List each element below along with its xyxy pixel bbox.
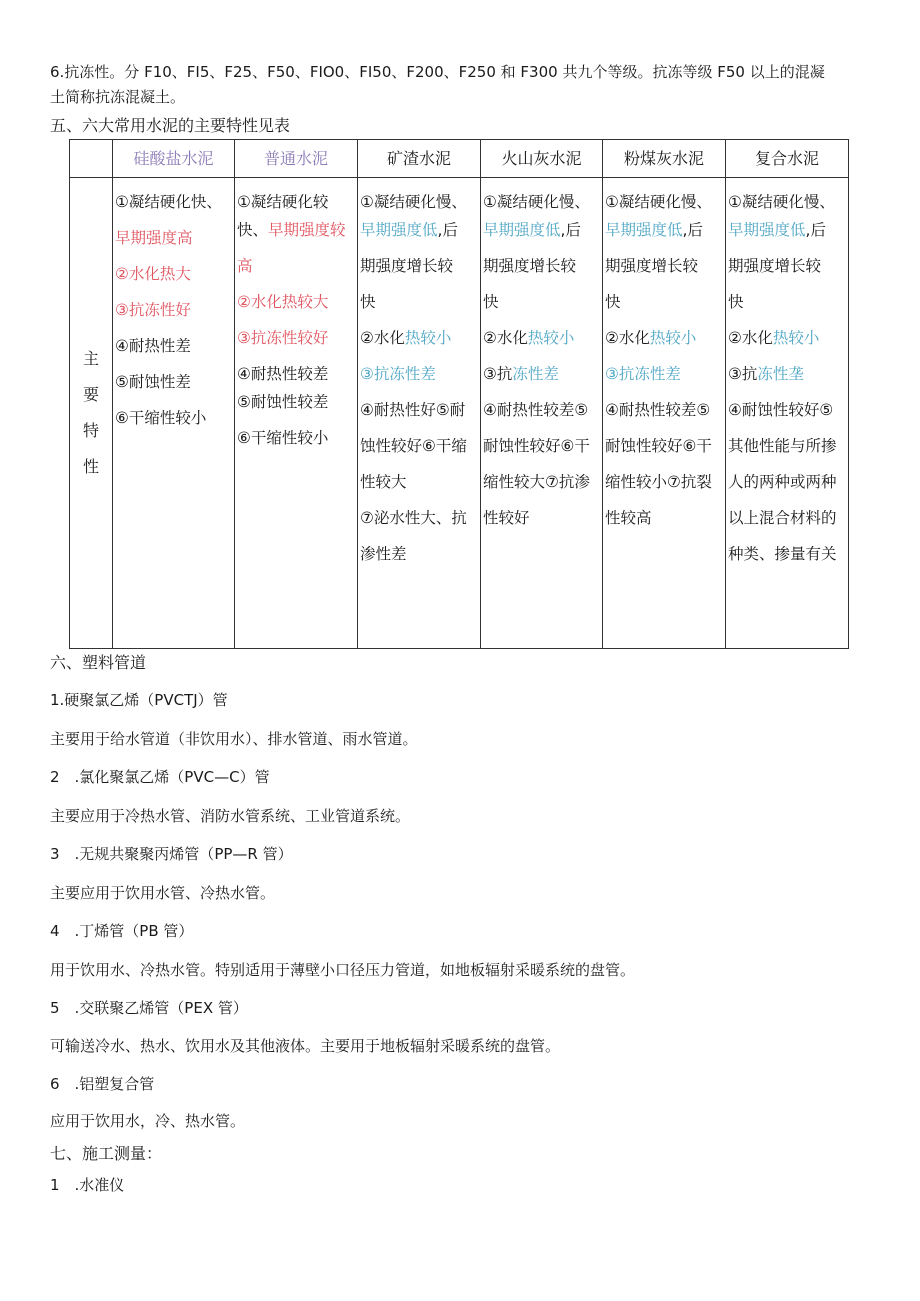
- row-label-char: 主: [82, 349, 99, 368]
- characteristic-line: [728, 472, 848, 492]
- characteristic-line: [360, 256, 480, 276]
- characteristic-line: [237, 428, 357, 448]
- table-body-row: [70, 178, 849, 649]
- characteristic-line: [360, 472, 480, 492]
- characteristic-line: [728, 220, 848, 240]
- characteristic-text: ①凝结硬化慢、: [483, 193, 590, 211]
- characteristic-text: ④耐热性差: [115, 337, 191, 355]
- characteristic-text: 期强度增长较: [605, 257, 699, 275]
- characteristic-line: [360, 220, 480, 240]
- characteristics-cell: [358, 178, 481, 649]
- pipe-item-desc: 主要应用于冷热水管、消防水管系统、工业管道系统。: [50, 807, 411, 825]
- characteristic-text: 以上混合材料的: [728, 509, 837, 527]
- characteristic-line: [728, 400, 848, 420]
- characteristic-text: ③抗冻性差: [360, 365, 436, 383]
- row-label-cell: [70, 178, 113, 649]
- characteristic-text: 缩性较小⑦抗裂: [605, 473, 712, 491]
- characteristic-line: [483, 436, 602, 456]
- characteristic-text: ,后: [682, 221, 703, 239]
- characteristic-line: [483, 472, 602, 492]
- characteristic-text: 快: [605, 293, 621, 311]
- header-cell: [113, 140, 235, 178]
- characteristic-text: ⑤耐蚀性较差: [237, 393, 329, 411]
- characteristic-text: ②水化: [483, 329, 528, 347]
- characteristic-line: [360, 364, 480, 384]
- characteristic-text: 快、: [237, 221, 269, 239]
- characteristic-text: ①凝结硬化慢、: [728, 193, 835, 211]
- characteristics-cell: [603, 178, 726, 649]
- characteristic-line: [728, 292, 848, 312]
- characteristic-line: [728, 364, 848, 384]
- characteristic-line: [115, 228, 234, 248]
- characteristic-line: [237, 256, 357, 276]
- characteristic-text: ,后: [437, 221, 458, 239]
- characteristic-line: [115, 264, 234, 284]
- characteristic-line: [728, 436, 848, 456]
- characteristic-text: 性较高: [605, 509, 652, 527]
- header-label: 火山灰水泥: [501, 149, 582, 168]
- characteristic-text: 冻性垄: [757, 365, 804, 383]
- characteristic-text: 快: [728, 293, 744, 311]
- characteristic-line: [115, 408, 234, 428]
- characteristic-line: [115, 300, 234, 320]
- characteristic-text: 期强度增长较: [728, 257, 822, 275]
- characteristic-text: 高: [237, 257, 253, 275]
- characteristic-line: [483, 400, 602, 420]
- characteristic-line: [360, 508, 480, 528]
- characteristic-text: ①凝结硬化较: [237, 193, 329, 211]
- characteristic-line: [728, 544, 848, 564]
- characteristic-text: 冻性差: [512, 365, 559, 383]
- row-label-char: 性: [82, 457, 99, 476]
- row-label-char: 特: [82, 421, 99, 440]
- characteristic-line: [605, 220, 725, 240]
- header-label: 复合水泥: [754, 149, 819, 168]
- header-label: 硅酸盐水泥: [133, 149, 214, 168]
- characteristic-text: ①凝结硬化快、: [115, 193, 222, 211]
- characteristic-line: [728, 192, 848, 212]
- characteristic-text: 早期强度低: [728, 221, 806, 239]
- characteristic-text: 早期强度较: [268, 221, 346, 239]
- characteristic-text: ⑥干缩性较小: [115, 409, 207, 427]
- characteristics-cell: [235, 178, 358, 649]
- characteristic-line: [483, 292, 602, 312]
- characteristic-text: 早期强度高: [115, 229, 193, 247]
- characteristic-text: 其他性能与所掺: [728, 437, 837, 455]
- characteristic-line: [605, 400, 725, 420]
- characteristic-text: ④耐热性较差⑤: [483, 401, 589, 419]
- row-label-char: 要: [82, 385, 99, 404]
- characteristic-text: ②水化热大: [115, 265, 191, 283]
- characteristic-line: [360, 292, 480, 312]
- pipe-item-heading: 1.硬聚氯乙烯（PVCTJ）管: [50, 691, 228, 709]
- characteristic-text: 热较小: [404, 329, 452, 347]
- characteristic-text: ⑤耐蚀性差: [115, 373, 191, 391]
- characteristics-cell: [726, 178, 849, 649]
- characteristic-line: [605, 508, 725, 528]
- characteristic-line: [483, 508, 602, 528]
- characteristic-line: [483, 364, 602, 384]
- characteristic-text: ,后: [805, 221, 826, 239]
- characteristic-text: ④耐蚀性较好⑤: [728, 401, 834, 419]
- characteristic-text: 耐蚀性较好⑥干: [483, 437, 590, 455]
- characteristic-line: [360, 436, 480, 456]
- characteristic-text: 早期强度低: [360, 221, 438, 239]
- section-5-title: 五、六大常用水泥的主要特性见表: [50, 116, 291, 135]
- characteristic-line: [605, 328, 725, 348]
- characteristic-text: ④耐热性较差⑤: [605, 401, 711, 419]
- characteristic-line: [483, 220, 602, 240]
- header-label: 普通水泥: [263, 149, 328, 168]
- characteristic-text: 性较好: [483, 509, 530, 527]
- pipe-item-heading: 2 .氯化聚氯乙烯（PVC—C）管: [50, 768, 270, 786]
- characteristic-text: 缩性较大⑦抗渗: [483, 473, 590, 491]
- characteristic-text: 渗性差: [360, 545, 407, 563]
- characteristic-line: [605, 292, 725, 312]
- characteristic-text: 性较大: [360, 473, 407, 491]
- characteristic-line: [360, 544, 480, 564]
- intro-line-1: 6.抗冻性。分 F10、FI5、F25、F50、FIO0、FI50、F200、F250 和 F300 共九个等级。抗冻等级 F50 以上的混凝: [50, 63, 825, 81]
- pipe-item-desc: 主要用于给水管道（非饮用水）、排水管道、雨水管道。: [50, 730, 418, 748]
- characteristic-text: ③抗冻性较好: [237, 329, 329, 347]
- header-corner-cell: [70, 140, 113, 178]
- header-cell: [726, 140, 849, 178]
- characteristic-text: ①凝结硬化慢、: [360, 193, 467, 211]
- characteristic-line: [605, 364, 725, 384]
- characteristic-line: [115, 372, 234, 392]
- characteristic-text: ③抗: [483, 365, 513, 383]
- characteristic-text: ⑥干缩性较小: [237, 429, 329, 447]
- header-cell: [235, 140, 358, 178]
- pipe-item-desc: 主要应用于饮用水管、冷热水管。: [50, 884, 276, 902]
- characteristic-text: 快: [360, 293, 376, 311]
- characteristic-text: 热较小: [772, 329, 820, 347]
- pipe-item-heading: 6 .铝塑复合管: [50, 1075, 155, 1093]
- characteristic-line: [728, 508, 848, 528]
- characteristic-line: [483, 328, 602, 348]
- characteristic-text: ,后: [560, 221, 581, 239]
- pipe-item-heading: 3 .无规共聚聚丙烯管（PP—R 管）: [50, 845, 293, 863]
- characteristic-text: 早期强度低: [605, 221, 683, 239]
- characteristic-text: ②水化: [360, 329, 405, 347]
- characteristic-line: [237, 292, 357, 312]
- characteristic-text: ③抗冻性好: [115, 301, 191, 319]
- header-cell: [603, 140, 726, 178]
- characteristic-line: [237, 192, 357, 212]
- characteristic-text: 早期强度低: [483, 221, 561, 239]
- survey-item-heading: 1 .水准仪: [50, 1176, 125, 1194]
- cement-characteristics-table: [69, 139, 849, 649]
- intro-line-2: 土简称抗冻混凝土。: [50, 88, 186, 106]
- characteristic-line: [728, 328, 848, 348]
- pipe-item-heading: 4 .丁烯管（PB 管）: [50, 922, 194, 940]
- table-header-row: [70, 140, 849, 178]
- characteristic-line: [360, 192, 480, 212]
- characteristic-line: [483, 192, 602, 212]
- characteristic-text: ①凝结硬化慢、: [605, 193, 712, 211]
- characteristics-cell: [113, 178, 235, 649]
- characteristic-line: [237, 392, 357, 412]
- characteristic-text: 种类、掺量有关: [728, 545, 837, 563]
- characteristic-line: [115, 336, 234, 356]
- characteristic-line: [605, 192, 725, 212]
- section-6-title: 六、塑料管道: [50, 653, 147, 672]
- characteristics-cell: [481, 178, 603, 649]
- pipe-item-desc: 可输送冷水、热水、饮用水及其他液体。主要用于地板辐射采暖系统的盘管。: [50, 1037, 561, 1055]
- header-cell: [358, 140, 481, 178]
- characteristic-text: ⑦泌水性大、抗: [360, 509, 467, 527]
- characteristic-text: ②水化: [728, 329, 773, 347]
- characteristic-text: ④耐热性好⑤耐: [360, 401, 466, 419]
- pipe-item-desc: 用于饮用水、冷热水管。特别适用于薄壁小口径压力管道，如地板辐射采暖系统的盘管。: [50, 961, 636, 979]
- characteristic-text: 期强度增长较: [360, 257, 454, 275]
- characteristic-line: [360, 400, 480, 420]
- characteristic-line: [237, 328, 357, 348]
- characteristic-line: [605, 472, 725, 492]
- characteristic-text: ③抗: [728, 365, 758, 383]
- characteristic-line: [360, 328, 480, 348]
- characteristic-line: [728, 256, 848, 276]
- characteristic-text: ④耐热性较差: [237, 365, 329, 383]
- characteristic-line: [483, 256, 602, 276]
- characteristic-line: [115, 192, 234, 212]
- characteristic-text: 热较小: [649, 329, 697, 347]
- characteristic-text: ②水化热较大: [237, 293, 329, 311]
- section-7-title: 七、施工测量：: [50, 1144, 163, 1163]
- characteristic-text: ③抗冻性差: [605, 365, 681, 383]
- pipe-item-desc: 应用于饮用水，冷、热水管。: [50, 1112, 246, 1130]
- characteristic-line: [605, 436, 725, 456]
- characteristic-text: 人的两种或两种: [728, 473, 837, 491]
- pipe-item-heading: 5 .交联聚乙烯管（PEX 管）: [50, 999, 248, 1017]
- characteristic-text: 期强度增长较: [483, 257, 577, 275]
- characteristic-text: 蚀性较好⑥干缩: [360, 437, 467, 455]
- characteristic-text: ②水化: [605, 329, 650, 347]
- header-label: 矿渣水泥: [386, 149, 451, 168]
- characteristic-line: [605, 256, 725, 276]
- characteristic-text: 热较小: [527, 329, 575, 347]
- characteristic-text: 耐蚀性较好⑥干: [605, 437, 712, 455]
- header-label: 粉煤灰水泥: [623, 149, 704, 168]
- characteristic-line: [237, 364, 357, 384]
- characteristic-line: [237, 220, 357, 240]
- header-cell: [481, 140, 603, 178]
- characteristic-text: 快: [483, 293, 499, 311]
